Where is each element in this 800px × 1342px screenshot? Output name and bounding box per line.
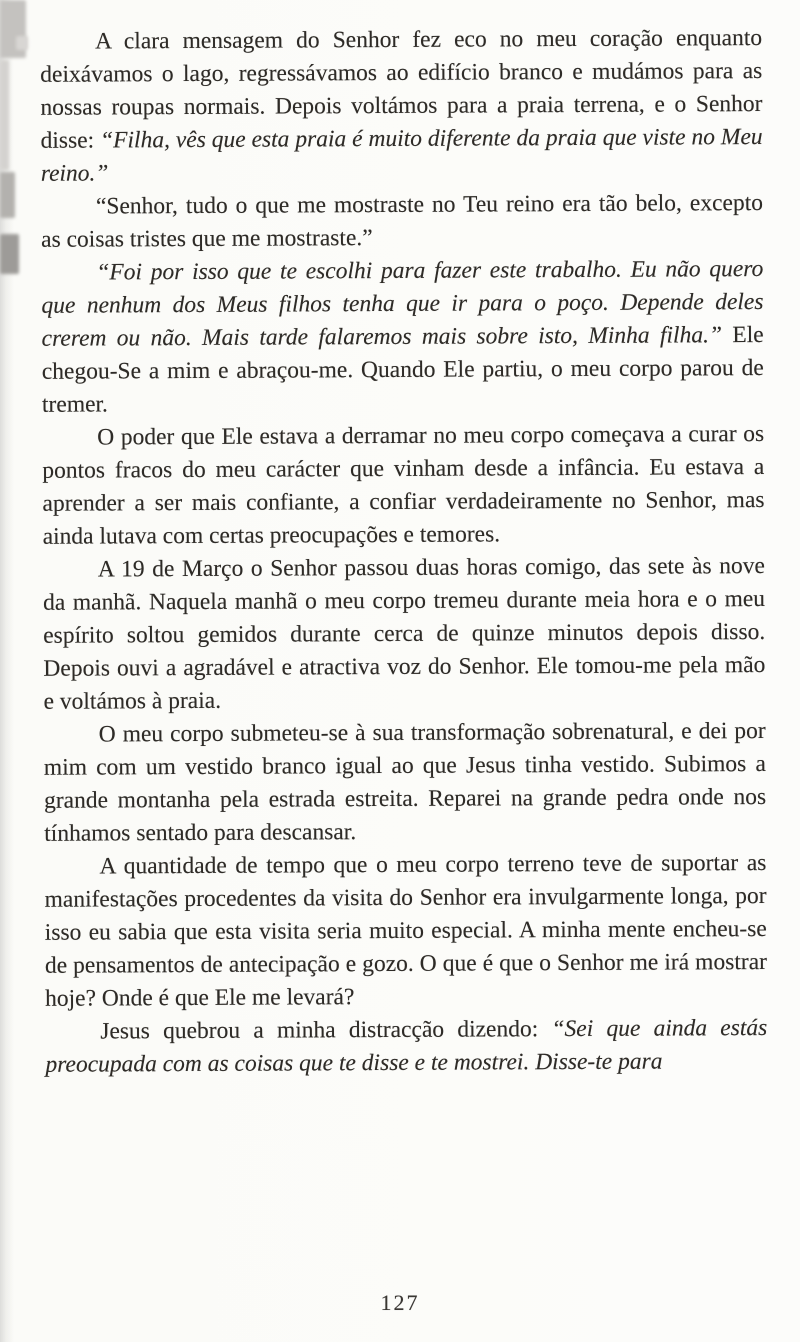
paragraph — [44, 847, 767, 1016]
narrative-text: O meu corpo submeteu-se à sua transformação sobrenatural, e dei por mim com um vestido branco igual ao que Jesus tinha vestido. Subimos a grande montanha pela estrada estreita. Reparei na grande pedra onde nos tínhamos sentado para descansar. — [43, 717, 767, 847]
narrative-text: A 19 de Março o Senhor passou duas horas comigo, das sete às nove da manhã. Naquela manhã o meu corpo tremeu durante meia hora e o meu espírito soltou gemidos durante cerca de quinze minutos depois disso. Depois ouvi a agradável e atractiva voz do Senhor. Ele tomou-me pela mão e voltámos à praia. — [42, 552, 766, 715]
paragraph — [45, 1012, 767, 1082]
scan-artifact — [0, 172, 15, 218]
quoted-speech-text: “Sei que ainda estás preocupada com as coisas que te disse e te mostrei. Disse-te para — [45, 1014, 768, 1078]
paragraph — [41, 187, 763, 257]
narrative-text: O poder que Ele estava a derramar no meu corpo começava a curar os pontos fracos do meu carácter que vinham desde a infância. Eu estava a aprender a ser mais confiante, a confiar verdadeiramente no Senhor, mas ainda lutava com certas preocupações e temores. — [42, 420, 765, 550]
scan-artifact — [16, 36, 28, 50]
scan-artifact — [0, 60, 9, 170]
scan-artifact — [0, 234, 19, 274]
narrative-text: A quantidade de tempo que o meu corpo terreno teve de suportar as manifestações procedentes da visita do Senhor era invulgarmente longa, por isso eu sabia que esta visita seria muito especial. A minha mente encheu-se de pensamentos de antecipação e gozo. O que é que o Senhor me irá mostrar hoje? Onde é que Ele me levará? — [44, 849, 767, 1012]
paragraph — [41, 253, 764, 422]
narrative-text: A clara mensagem do Senhor fez eco no meu coração enquanto deixávamos o lago, regressávamos ao edifício branco e mudámos para as nossas roupas normais. Depois voltámos para a praia terrena, e o Senhor disse: — [40, 24, 763, 154]
paragraph — [42, 418, 765, 554]
quoted-speech-text: “Foi por isso que te escolhi para fazer este trabalho. Eu não quero que nenhum dos Meus filhos tenha que ir para o poço. Depende deles crerem ou não. Mais tarde falaremos mais sobre isto, Minha filha.” — [41, 255, 764, 352]
page-text — [40, 22, 768, 1082]
page-number: 127 — [380, 1290, 420, 1315]
narrative-text: Jesus quebrou a minha distracção dizendo: — [100, 1016, 552, 1045]
paragraph — [44, 715, 767, 851]
quoted-speech-text: “Filha, vês que esta praia é muito diferente da praia que viste no Meu reino.” — [40, 123, 763, 187]
narrative-text: “Senhor, tudo o que me mostraste no Teu reino era tão belo, excepto as coisas tristes que me mostraste.” — [41, 189, 764, 253]
paragraph — [40, 22, 763, 191]
paragraph — [43, 550, 766, 719]
narrative-text: Ele chegou-Se a mim e abraçou-me. Quando Ele partiu, o meu corpo parou de tremer. — [41, 321, 764, 418]
